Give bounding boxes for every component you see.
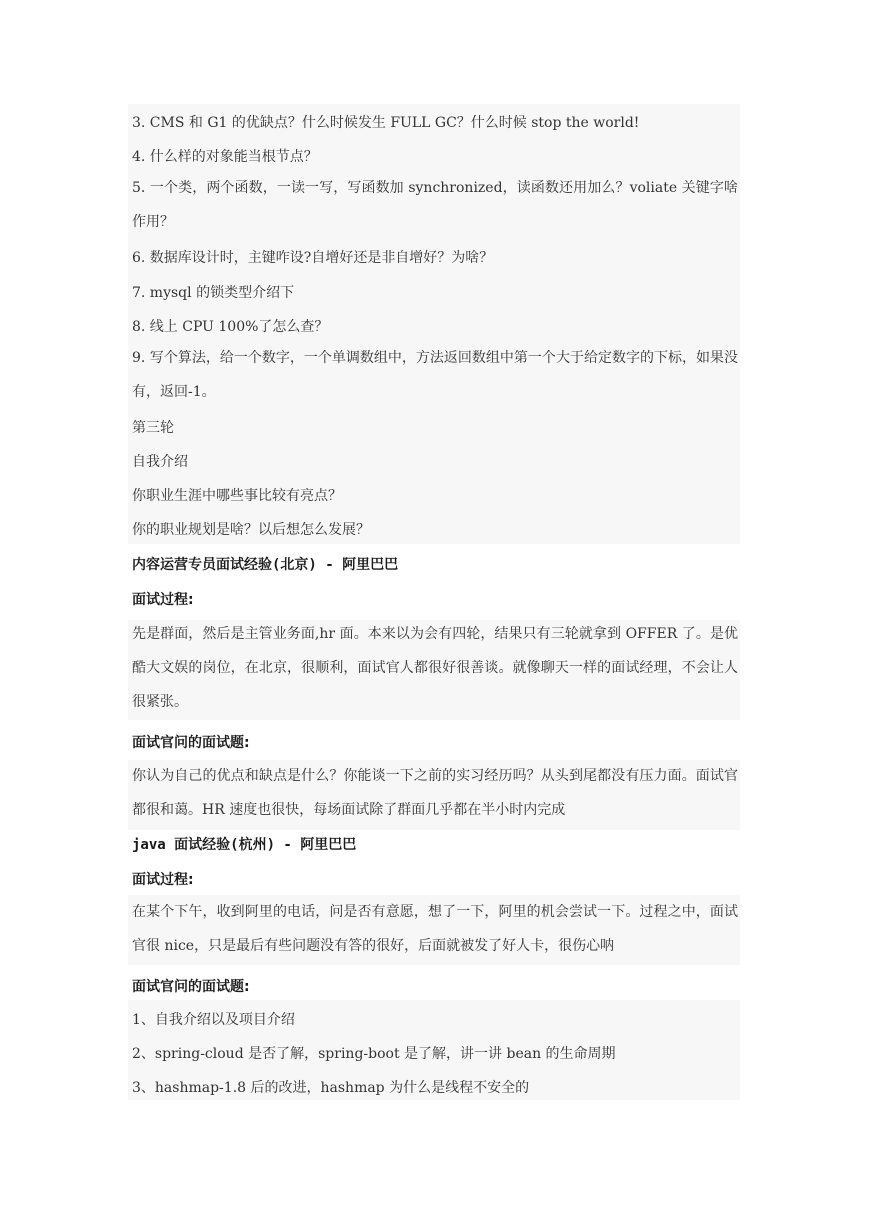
round-item: 自我介绍 [132,454,188,470]
question-item: 9. 写个算法，给一个数字，一个单调数组中，方法返回数组中第一个大于给定数字的下标，如果没有，返回-1。 [132,350,738,400]
questions-text: 你认为自己的优点和缺点是什么？你能谈一下之前的实习经历吗？从头到尾都没有压力面。面试官都很和蔼。HR 速度也很快，每场面试除了群面几乎都在半小时内完成 [132,768,738,818]
question-item: 7. mysql 的锁类型介绍下 [132,285,295,301]
questions-label: 面试官问的面试题: [132,735,250,751]
process-text: 在某个下午，收到阿里的电话，问是否有意愿，想了一下，阿里的机会尝试一下。过程之中，面试官很 nice，只是最后有些问题没有答的很好，后面就被发了好人卡，很伤心呐 [132,904,738,954]
round-item: 你职业生涯中哪些事比较有亮点？ [132,488,342,504]
question-item: 5. 一个类，两个函数，一读一写，写函数加 synchronized，读函数还用加么？voliate 关键字啥作用？ [132,180,738,230]
question-item: 3. CMS 和 G1 的优缺点？什么时候发生 FULL GC？什么时候 stop the world! [132,115,640,131]
round-item: 你的职业规划是啥？以后想怎么发展？ [132,522,370,538]
process-label: 面试过程: [132,872,194,888]
question-item: 8. 线上 CPU 100%了怎么查？ [132,319,329,335]
round-title: 第三轮 [132,420,174,436]
question-item: 6. 数据库设计时，主键咋设?自增好还是非自增好？为啥？ [132,250,494,266]
questions-label: 面试官问的面试题: [132,979,250,995]
process-text: 先是群面，然后是主管业务面,hr 面。本来以为会有四轮，结果只有三轮就拿到 OFFER 了。是优酷大文娱的岗位，在北京，很顺利，面试官人都很好很善谈。就像聊天一样的面试经理，不会让人很紧张。 [132,626,738,710]
section-title: 内容运营专员面试经验(北京) - 阿里巴巴 [132,557,399,573]
question-item: 4. 什么样的对象能当根节点？ [132,149,318,165]
question-item: 2、spring-cloud 是否了解，spring-boot 是了解，讲一讲 bean 的生命周期 [132,1046,616,1062]
process-label: 面试过程: [132,592,194,608]
question-item: 3、hashmap-1.8 后的改进，hashmap 为什么是线程不安全的 [132,1080,530,1096]
section-title: java 面试经验(杭州) - 阿里巴巴 [132,837,357,853]
question-item: 1、自我介绍以及项目介绍 [132,1012,295,1028]
